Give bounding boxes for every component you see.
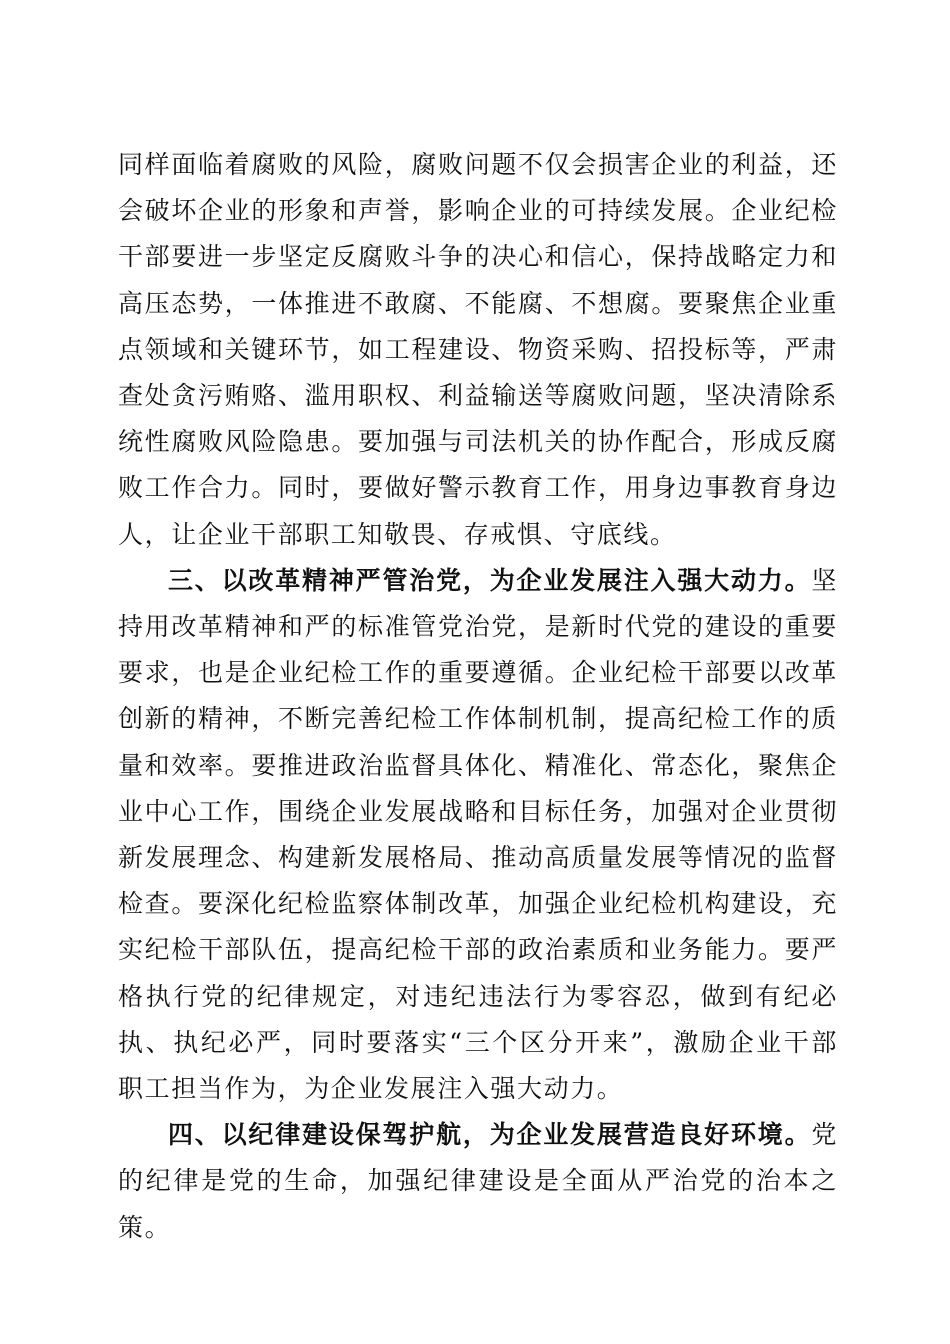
paragraph-section-three xyxy=(118,558,838,1112)
paragraph-text: 同样面临着腐败的风险，腐败问题不仅会损害企业的利益，还会破坏企业的形象和声誉，影响企业的可持续发展。企业纪检干部要进一步坚定反腐败斗争的决心和信心，保持战略定力和高压态势，一体推进不敢腐、不能腐、不想腐。要聚焦企业重点领域和关键环节，如工程建设、物资采购、招投标等，严肃查处贪污贿赂、滥用职权、利益输送等腐败问题，坚决清除系统性腐败风险隐患。要加强与司法机关的协作配合，形成反腐败工作合力。同时，要做好警示教育工作，用身边事教育身边人，让企业干部职工知敬畏、存戒惧、守底线。 xyxy=(118,150,838,549)
section-heading-four: 四、以纪律建设保驾护航，为企业发展营造良好环境。 xyxy=(168,1120,812,1150)
paragraph-text: 坚持用改革精神和严的标准管党治党，是新时代党的建设的重要要求，也是企业纪检工作的重要遵循。企业纪检干部要以改革创新的精神，不断完善纪检工作体制机制，提高纪检工作的质量和效率。要推进政治监督具体化、精准化、常态化，聚焦企业中心工作，围绕企业发展战略和目标任务，加强对企业贯彻新发展理念、构建新发展格局、推动高质量发展等情况的监督检查。要深化纪检监察体制改革，加强企业纪检机构建设，充实纪检干部队伍，提高纪检干部的政治素质和业务能力。要严格执行党的纪律规定，对违纪违法行为零容忍，做到有纪必执、执纪必严，同时要落实“三个区分开来”，激励企业干部职工担当作为，为企业发展注入强大动力。 xyxy=(118,565,838,1104)
paragraph-continuation xyxy=(118,142,838,558)
section-heading-three: 三、以改革精神严管治党，为企业发展注入强大动力。 xyxy=(168,565,812,595)
document-body xyxy=(118,142,838,1251)
paragraph-text: 党的纪律是党的生命，加强纪律建设是全面从严治党的治本之策。 xyxy=(118,1120,838,1242)
paragraph-section-four xyxy=(118,1112,838,1251)
